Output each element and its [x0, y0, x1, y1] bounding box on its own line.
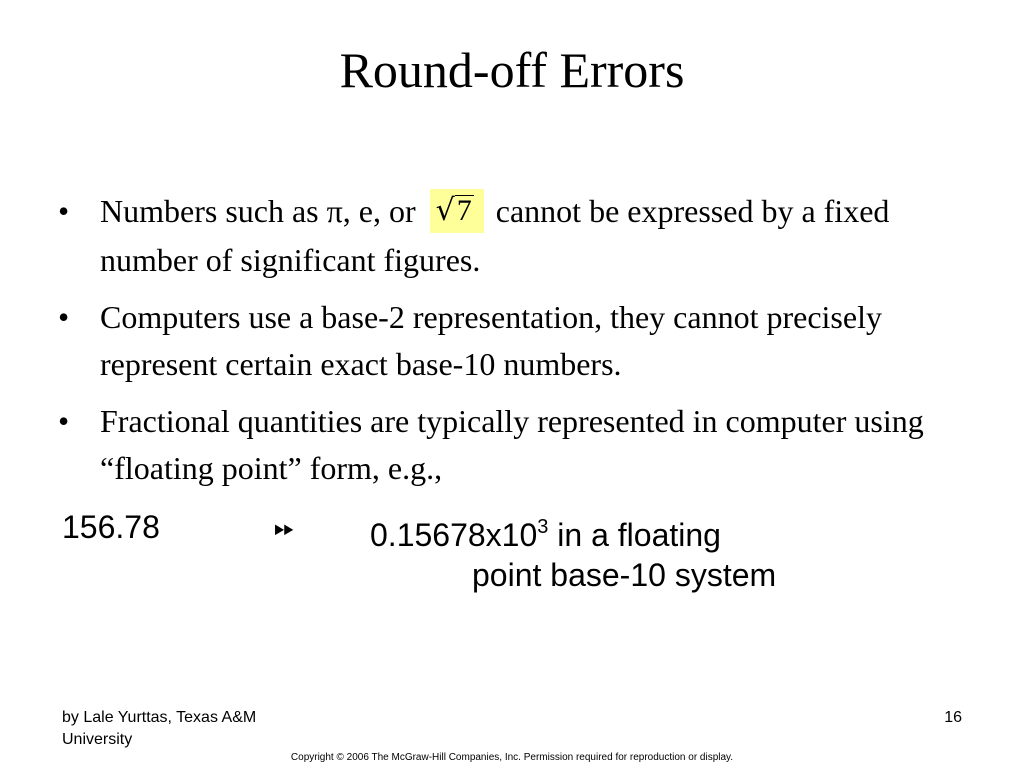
result-exponent: 3	[537, 516, 549, 538]
bullet-3-text: Fractional quantities are typically represented in computer using “floating point” form, e.g.,	[100, 402, 924, 486]
bullet-list	[58, 188, 958, 502]
square-root-icon: √	[435, 192, 455, 228]
copyright-notice: Copyright © 2006 The McGraw-Hill Companies, Inc. Permission required for reproduction or display.	[290, 752, 734, 763]
example-result	[370, 504, 721, 558]
page-number: 16	[944, 709, 962, 726]
sqrt-seven-formula	[430, 189, 484, 233]
bullet-item-2	[58, 294, 958, 388]
slide-title: Round-off Errors	[339, 42, 685, 98]
sqrt-argument: 7	[456, 193, 472, 227]
result-text-line2: point base-10 system	[472, 557, 777, 593]
example-value: 156.78	[62, 509, 160, 545]
footer-author: by Lale Yurttas, Texas A&M University	[62, 709, 257, 748]
bullet-1-text-before: Numbers such as π, e, or	[100, 193, 416, 229]
result-mantissa: 0.15678x10	[370, 517, 538, 553]
result-text-line1: in a floating	[557, 517, 721, 553]
bullet-item-1	[58, 188, 958, 284]
double-right-arrow-icon: ⏩︎	[274, 512, 295, 542]
bullet-2-text: Computers use a base-2 representation, they cannot precisely represent certain exact base-10 numbers.	[100, 298, 882, 382]
bullet-item-3	[58, 398, 958, 492]
bullet-1-text-after: cannot be expressed by a fixed number of significant figures.	[100, 193, 890, 278]
